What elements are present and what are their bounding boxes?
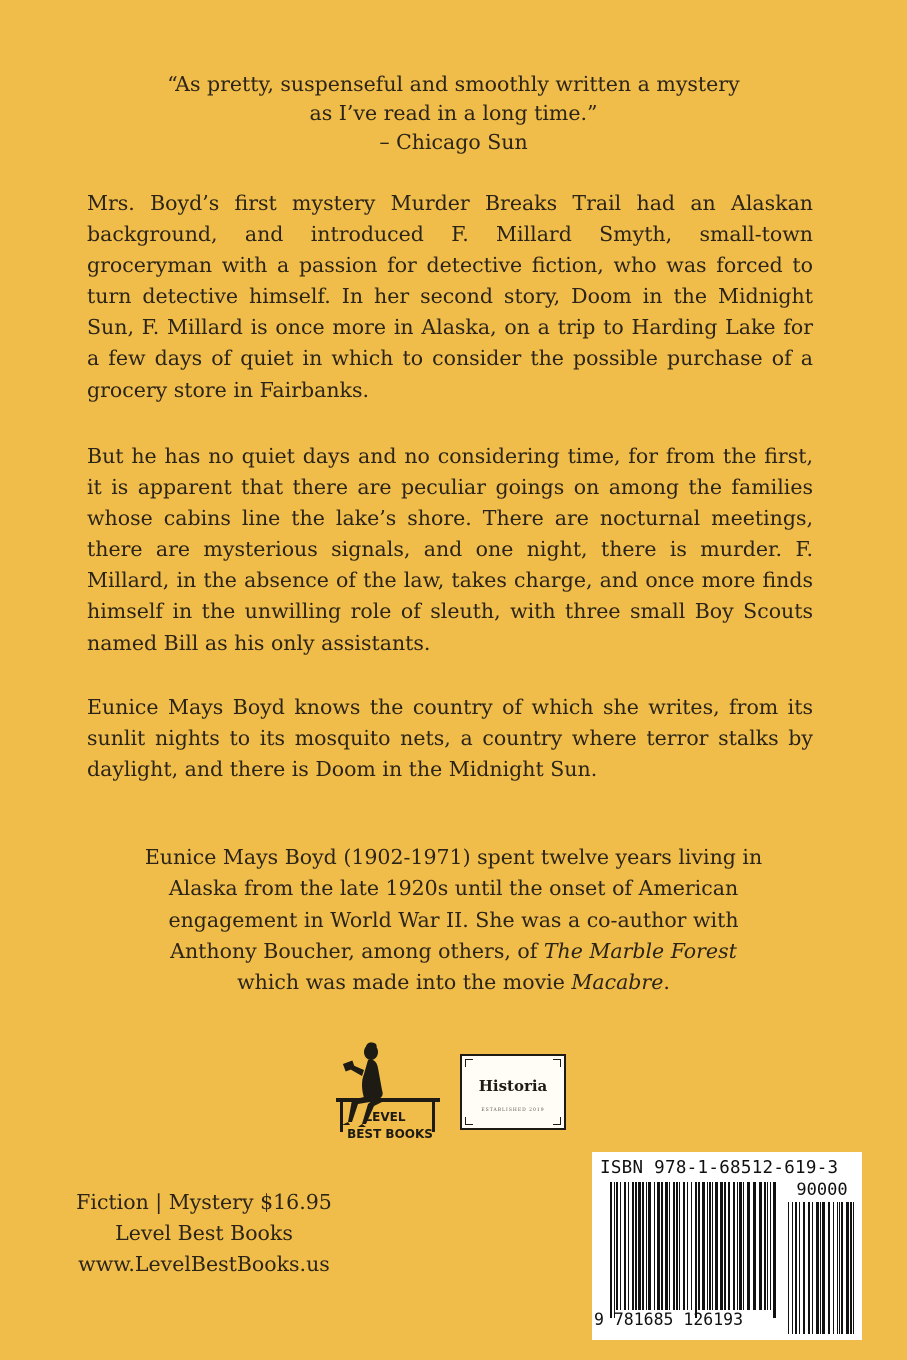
barcode-bar (646, 1182, 647, 1310)
barcode-bar (679, 1182, 680, 1310)
historia-established: ESTABLISHED 2019 (481, 1108, 545, 1113)
barcode-bar (698, 1182, 700, 1310)
bio-line-1: Eunice Mays Boyd (1902-1971) spent twelve years living in (144, 845, 763, 869)
bench-leg-left (340, 1102, 343, 1132)
description-paragraph-2: But he has no quiet days and no considering time, for from the first, it is apparent that there are peculiar goings on among the families whose cabins line the lake’s shore. There are nocturnal meetings, there are mysterious signals, and one night, there is murder. F. Millard, in the absence of the law, takes charge, and once more finds himself in the unwilling role of sleuth, with three small Boy Scouts named Bill as his only assistants. (87, 444, 813, 655)
bio-line-4-text: Anthony Boucher, among others, of (170, 938, 544, 963)
barcode-bar (720, 1182, 723, 1310)
book-title-marble-forest: The Marble Forest (543, 938, 737, 963)
barcode-bar (648, 1182, 651, 1310)
historia-name: Historia (478, 1077, 548, 1095)
quote-line-1: “As pretty, suspenseful and smoothly written a mystery (167, 72, 740, 96)
barcode-bar (743, 1182, 744, 1310)
barcode-bar (712, 1182, 713, 1310)
bio-line-5 (100, 967, 807, 998)
barcode-bar (632, 1182, 634, 1310)
barcode-addon: 90000 (796, 1180, 848, 1200)
barcode-bar (764, 1182, 766, 1310)
barcode-bar (715, 1182, 718, 1310)
corner-ornament (553, 1059, 561, 1067)
barcode-bar (635, 1182, 637, 1310)
description-paragraph-3: Eunice Mays Boyd knows the country of which she writes, from its sunlit nights to its mosquito nets, a country where terror stalks by daylight, and there is Doom in the Midnight Sun. (87, 695, 813, 782)
barcode-bar (665, 1182, 668, 1310)
barcode-bar (676, 1182, 678, 1310)
barcode-bar (657, 1182, 660, 1310)
movie-title-macabre: Macabre (571, 970, 664, 995)
category-price: Fiction | Mystery $16.95 (76, 1190, 332, 1214)
barcode-bar (773, 1182, 776, 1318)
logo-text-level: LEVEL (364, 1110, 406, 1124)
barcode-bar (691, 1182, 692, 1310)
barcode-bar (683, 1182, 685, 1310)
bio-line-5-suffix: . (663, 970, 670, 995)
barcode-bar (610, 1182, 612, 1318)
corner-ornament (465, 1117, 473, 1125)
barcode-digits: 9 781685 126193 (594, 1310, 744, 1329)
bio-line-2: Alaska from the late 1920s until the onset of American (168, 876, 739, 901)
corner-ornament (553, 1117, 561, 1125)
bio-line-4 (100, 936, 807, 967)
bench-seat (336, 1098, 440, 1102)
quote-attribution: – Chicago Sun (379, 130, 528, 154)
author-bio (100, 842, 807, 998)
quote-line-2: as I’ve read in a long time.” (309, 101, 598, 125)
barcode-bar (673, 1182, 675, 1310)
publisher-info (64, 1187, 344, 1280)
barcode-bar (747, 1182, 750, 1310)
barcode-bar (661, 1182, 663, 1310)
barcode-bar (767, 1182, 768, 1310)
barcode-bar (620, 1182, 621, 1310)
level-best-books-logo (328, 1042, 443, 1142)
review-quote (100, 70, 807, 157)
logo-text-best-books: BEST BOOKS (347, 1127, 433, 1141)
barcode-bar (624, 1182, 626, 1310)
barcode-bar (638, 1182, 641, 1310)
barcode-bar (709, 1182, 711, 1310)
barcode-bar (614, 1182, 615, 1318)
barcode-bar (737, 1182, 738, 1310)
isbn-label: ISBN 978-1-68512-619-3 (600, 1158, 839, 1178)
barcode-bar (642, 1182, 644, 1310)
barcode-bar (702, 1182, 705, 1310)
barcode-bar (707, 1182, 708, 1310)
barcode-bar (770, 1182, 771, 1310)
publisher-website: www.LevelBestBooks.us (78, 1252, 330, 1276)
barcode-bar (628, 1182, 629, 1310)
publisher-name: Level Best Books (115, 1221, 293, 1245)
historia-logo (460, 1054, 566, 1130)
barcode-bar (739, 1182, 742, 1310)
corner-ornament (465, 1059, 473, 1067)
barcode-bar (695, 1182, 697, 1318)
description-paragraph-1: Mrs. Boyd’s first mystery Murder Breaks Trail had an Alaskan background, and introduced F. Millard Smyth, small-town groceryman with a passion for detective fiction, who was forced to turn detective himself. In her second story, Doom in the Midnight Sun, F. Millard is once more in Alaska, on a trip to Harding Lake for a few days of quiet in which to consider the possible purchase of a grocery store in Fairbanks. (87, 191, 813, 402)
barcode-bar (654, 1182, 655, 1310)
barcode-bar (724, 1182, 726, 1310)
isbn-barcode (592, 1152, 862, 1340)
barcode-bar (687, 1182, 688, 1310)
barcode-bar (616, 1182, 618, 1310)
barcode-bar (753, 1182, 756, 1310)
barcode-bar (733, 1182, 735, 1310)
bio-line-3: engagement in World War II. She was a co-author with (168, 907, 739, 932)
barcode-bar (669, 1182, 670, 1310)
barcode-bar (728, 1182, 730, 1310)
barcode-bar (759, 1182, 762, 1310)
bio-line-5-text: which was made into the movie (237, 970, 572, 995)
